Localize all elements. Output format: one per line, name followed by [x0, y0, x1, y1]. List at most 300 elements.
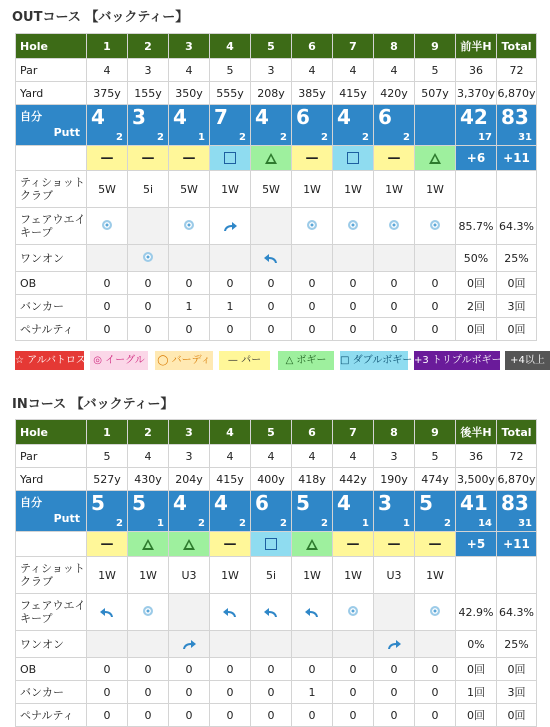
self-label: 自分: [20, 496, 42, 509]
status-cell: [415, 146, 456, 171]
fairway-label-2: キープ: [20, 612, 53, 625]
ob-cell: 0: [210, 658, 251, 681]
yard-cell: 400y: [251, 468, 292, 491]
bunker-total: 3回: [497, 681, 537, 704]
bunker-cell: 0: [333, 681, 374, 704]
fairway-label-2: キープ: [20, 226, 53, 239]
hole-score: 5: [296, 491, 310, 515]
hole-score: 4: [337, 105, 351, 129]
legend-bogey: △ ボギー: [278, 351, 334, 370]
one-on-cell: [210, 245, 251, 272]
one-on-row: [16, 631, 537, 658]
fairway-target-icon: [102, 220, 112, 230]
putt-label: Putt: [53, 126, 80, 139]
teeshot-row: [16, 171, 537, 208]
status-bogey-icon: [265, 153, 277, 164]
yard-cell: 420y: [374, 82, 415, 105]
par-total: 72: [497, 59, 537, 82]
penalty-cell: 0: [128, 318, 169, 341]
penalty-cell: 0: [210, 318, 251, 341]
fairway-cell: [292, 208, 333, 245]
ob-cell: 0: [292, 272, 333, 295]
fairway-cell: [128, 594, 169, 631]
one-on-subtotal: 50%: [456, 245, 497, 272]
bunker-cell: 0: [251, 681, 292, 704]
par-cell: 4: [210, 445, 251, 468]
par-subtotal: 36: [456, 445, 497, 468]
status-cell: [292, 146, 333, 171]
yard-cell: 415y: [210, 468, 251, 491]
score-cell: [333, 491, 374, 532]
score-cell: [169, 491, 210, 532]
fairway-cell: [333, 208, 374, 245]
par-cell: 4: [292, 59, 333, 82]
bunker-cell: 0: [210, 681, 251, 704]
bunker-cell: 1: [169, 295, 210, 318]
score-cell: [169, 105, 210, 146]
bunker-cell: 0: [292, 295, 333, 318]
hole-putts: 2: [239, 132, 246, 143]
hole-putts: 2: [116, 132, 123, 143]
ob-cell: 0: [374, 272, 415, 295]
bunker-label: バンカー: [16, 295, 87, 318]
status-row: [16, 146, 537, 171]
legend-eagle: ◎ イーグル: [90, 351, 148, 370]
score-cell: [415, 491, 456, 532]
fairway-cell: [415, 594, 456, 631]
fairway-cell: [251, 208, 292, 245]
hole-putts: 2: [321, 132, 328, 143]
one-on-cell: [169, 245, 210, 272]
status-cell: [128, 146, 169, 171]
status-par-mark: —: [100, 536, 114, 552]
hole-number: 2: [128, 420, 169, 445]
par-cell: 4: [87, 59, 128, 82]
hole-number: 5: [251, 420, 292, 445]
subtotal-score: 41: [460, 491, 488, 515]
hole-putts: 2: [403, 132, 410, 143]
fairway-cell: [87, 594, 128, 631]
hole-number: 3: [169, 420, 210, 445]
hole-score: 6: [378, 105, 392, 129]
subtotal-putts: 14: [478, 518, 492, 529]
yard-row: [16, 82, 537, 105]
one-on-cell: [87, 631, 128, 658]
hole-number: 2: [128, 34, 169, 59]
status-cell: [333, 146, 374, 171]
one-on-cell: [333, 245, 374, 272]
status-par-mark: —: [100, 150, 114, 166]
par-label: Par: [16, 445, 87, 468]
score-cell: [251, 491, 292, 532]
subtotal-header: 後半H: [456, 420, 497, 445]
hole-score: 5: [419, 491, 433, 515]
teeshot-label: ティショット: [20, 176, 85, 189]
par-cell: 4: [333, 445, 374, 468]
hole-number: 9: [415, 34, 456, 59]
one-on-arrow-left-icon: [263, 253, 279, 265]
one-on-total: 25%: [497, 631, 537, 658]
teeshot-club: 5W: [169, 171, 210, 208]
teeshot-club: 1W: [210, 557, 251, 594]
teeshot-club: 1W: [333, 171, 374, 208]
status-bogey-icon: [429, 153, 441, 164]
status-cell: [210, 532, 251, 557]
hole-putts: 2: [116, 518, 123, 529]
status-par-mark: —: [428, 536, 442, 552]
ob-cell: 0: [251, 658, 292, 681]
one-on-cell: [333, 631, 374, 658]
one-on-total: 25%: [497, 245, 537, 272]
teeshot-label-2: クラブ: [20, 575, 53, 588]
one-on-cell: [374, 245, 415, 272]
fairway-target-icon: [184, 220, 194, 230]
par-cell: 4: [128, 445, 169, 468]
hole-number: 3: [169, 34, 210, 59]
yard-total: 6,870y: [497, 468, 537, 491]
score-cell: [128, 491, 169, 532]
fairway-target-icon: [348, 606, 358, 616]
subtotal-score-cell: [456, 105, 497, 146]
hole-number: 6: [292, 34, 333, 59]
fairway-cell: [374, 594, 415, 631]
par-cell: 5: [87, 445, 128, 468]
ob-row: [16, 658, 537, 681]
penalty-label: ペナルティ: [16, 704, 87, 727]
penalty-cell: 0: [415, 704, 456, 727]
ob-cell: 0: [128, 272, 169, 295]
subtotal-score: 42: [460, 105, 488, 129]
fairway-subtotal: 42.9%: [456, 594, 497, 631]
teeshot-club: 1W: [374, 171, 415, 208]
one-on-cell: [128, 631, 169, 658]
score-cell: [128, 105, 169, 146]
hole-putts: 2: [321, 518, 328, 529]
hole-label: Hole: [16, 420, 87, 445]
ob-label: OB: [16, 272, 87, 295]
penalty-cell: 0: [128, 704, 169, 727]
ob-cell: 0: [87, 272, 128, 295]
bunker-subtotal: 2回: [456, 295, 497, 318]
hole-score: 6: [296, 105, 310, 129]
hole-putts: 2: [280, 132, 287, 143]
legend-triple: +3 トリプルボギー: [414, 351, 500, 370]
par-row: [16, 59, 537, 82]
penalty-cell: 0: [251, 318, 292, 341]
one-on-cell: [128, 245, 169, 272]
status-cell: [251, 146, 292, 171]
total-score: 83: [501, 105, 529, 129]
status-row: [16, 532, 537, 557]
penalty-label: ペナルティ: [16, 318, 87, 341]
yard-cell: 208y: [251, 82, 292, 105]
yard-subtotal: 3,500y: [456, 468, 497, 491]
one-on-row: [16, 245, 537, 272]
teeshot-club: 1W: [87, 557, 128, 594]
teeshot-club: 5W: [87, 171, 128, 208]
ob-cell: 0: [333, 272, 374, 295]
penalty-row: [16, 318, 537, 341]
hole-number: 5: [251, 34, 292, 59]
status-double-bogey-icon: [347, 152, 359, 164]
status-cell: [251, 532, 292, 557]
score-cell: [87, 105, 128, 146]
yard-row: [16, 468, 537, 491]
teeshot-club: 1W: [415, 171, 456, 208]
bunker-cell: 0: [169, 681, 210, 704]
status-cell: [292, 532, 333, 557]
teeshot-club: 1W: [333, 557, 374, 594]
one-on-cell: [169, 631, 210, 658]
status-par-mark: —: [141, 150, 155, 166]
penalty-cell: 0: [87, 318, 128, 341]
hole-score: 4: [91, 105, 105, 129]
one-on-cell: [292, 631, 333, 658]
bunker-row: [16, 681, 537, 704]
par-subtotal: 36: [456, 59, 497, 82]
hole-score: 4: [173, 105, 187, 129]
penalty-subtotal: 0回: [456, 318, 497, 341]
fairway-total: 64.3%: [497, 594, 537, 631]
subtotal-score-cell: [456, 491, 497, 532]
fairway-cell: [374, 208, 415, 245]
fairway-row: [16, 208, 537, 245]
hole-score: 4: [255, 105, 269, 129]
score-cell: [87, 491, 128, 532]
one-on-cell: [415, 245, 456, 272]
par-label: Par: [16, 59, 87, 82]
par-cell: 5: [415, 59, 456, 82]
yard-cell: 190y: [374, 468, 415, 491]
par-cell: 3: [251, 59, 292, 82]
teeshot-club: U3: [374, 557, 415, 594]
total-header: Total: [497, 34, 537, 59]
fairway-row: [16, 594, 537, 631]
status-cell: [169, 532, 210, 557]
bunker-cell: 0: [251, 295, 292, 318]
status-par-mark: —: [346, 536, 360, 552]
bunker-subtotal: 1回: [456, 681, 497, 704]
ob-cell: 0: [292, 658, 333, 681]
status-cell: [128, 532, 169, 557]
hole-score: 4: [337, 491, 351, 515]
yard-cell: 555y: [210, 82, 251, 105]
teeshot-label-2: クラブ: [20, 189, 53, 202]
score-cell: [251, 105, 292, 146]
fairway-target-icon: [307, 220, 317, 230]
putt-label: Putt: [53, 512, 80, 525]
self-score-row: [16, 491, 537, 532]
hole-putts: 1: [362, 518, 369, 529]
penalty-cell: 0: [169, 318, 210, 341]
penalty-cell: 0: [169, 704, 210, 727]
fairway-arrow-left-icon: [222, 607, 238, 619]
bunker-cell: 0: [87, 681, 128, 704]
penalty-cell: 0: [292, 704, 333, 727]
par-cell: 4: [251, 445, 292, 468]
self-score-row: [16, 105, 537, 146]
one-on-label: ワンオン: [16, 245, 87, 272]
total-header: Total: [497, 420, 537, 445]
hole-score: 3: [132, 105, 146, 129]
bunker-row: [16, 295, 537, 318]
hole-putts: 2: [280, 518, 287, 529]
par-cell: 3: [169, 445, 210, 468]
hole-putts: 2: [198, 518, 205, 529]
bunker-cell: 0: [374, 295, 415, 318]
subtotal-putts: 17: [478, 132, 492, 143]
status-par-mark: —: [182, 150, 196, 166]
fairway-cell: [128, 208, 169, 245]
ob-cell: 0: [374, 658, 415, 681]
ob-cell: 0: [169, 272, 210, 295]
bunker-cell: 0: [87, 295, 128, 318]
yard-subtotal: 3,370y: [456, 82, 497, 105]
yard-cell: 430y: [128, 468, 169, 491]
score-legend: [15, 351, 545, 371]
status-cell: [210, 146, 251, 171]
penalty-cell: 0: [374, 318, 415, 341]
bunker-label: バンカー: [16, 681, 87, 704]
penalty-total: 0回: [497, 704, 537, 727]
fairway-target-icon: [143, 606, 153, 616]
score-cell: [374, 491, 415, 532]
yard-label: Yard: [16, 82, 87, 105]
par-cell: 4: [292, 445, 333, 468]
fairway-cell: [87, 208, 128, 245]
hole-score: 6: [255, 491, 269, 515]
ob-subtotal: 0回: [456, 658, 497, 681]
fairway-cell: [169, 594, 210, 631]
bunker-cell: 1: [210, 295, 251, 318]
par-cell: 3: [128, 59, 169, 82]
yard-cell: 415y: [333, 82, 374, 105]
fairway-cell: [415, 208, 456, 245]
header-row: [16, 420, 537, 445]
score-cell: [333, 105, 374, 146]
hole-number: 7: [333, 420, 374, 445]
par-cell: 4: [374, 59, 415, 82]
total-score-cell: [497, 105, 537, 146]
one-on-subtotal: 0%: [456, 631, 497, 658]
fairway-cell: [169, 208, 210, 245]
hole-putts: 1: [198, 132, 205, 143]
ob-cell: 0: [415, 658, 456, 681]
bunker-cell: 1: [292, 681, 333, 704]
legend-four: +4以上: [505, 351, 550, 370]
teeshot-club: 5i: [128, 171, 169, 208]
ob-total: 0回: [497, 658, 537, 681]
legend-double: □ ダブルボギー: [340, 351, 408, 370]
penalty-cell: 0: [251, 704, 292, 727]
total-score: 83: [501, 491, 529, 515]
teeshot-club: 5i: [251, 557, 292, 594]
total-putts: 31: [518, 518, 532, 529]
hole-number: 7: [333, 34, 374, 59]
one-on-cell: [415, 631, 456, 658]
par-cell: 5: [210, 59, 251, 82]
legend-birdie: ◯ バーディ: [155, 351, 213, 370]
hole-score: 4: [214, 491, 228, 515]
teeshot-club: 5W: [251, 171, 292, 208]
bunker-total: 3回: [497, 295, 537, 318]
status-subtotal: +6: [456, 146, 497, 171]
penalty-cell: 0: [87, 704, 128, 727]
bunker-cell: 0: [128, 295, 169, 318]
one-on-cell: [87, 245, 128, 272]
status-par-mark: —: [305, 150, 319, 166]
ob-cell: 0: [128, 658, 169, 681]
fairway-target-icon: [389, 220, 399, 230]
teeshot-label: ティショット: [20, 562, 85, 575]
yard-cell: 385y: [292, 82, 333, 105]
penalty-cell: 0: [210, 704, 251, 727]
hole-number: 4: [210, 420, 251, 445]
status-par-mark: —: [387, 150, 401, 166]
teeshot-club: 1W: [210, 171, 251, 208]
hole-score: 7: [214, 105, 228, 129]
total-putts: 31: [518, 132, 532, 143]
status-subtotal: +5: [456, 532, 497, 557]
one-on-arrow-right-icon: [181, 639, 197, 651]
one-on-cell: [374, 631, 415, 658]
one-on-cell: [292, 245, 333, 272]
status-par-mark: —: [223, 536, 237, 552]
out-scorecard: [15, 33, 537, 341]
teeshot-club: U3: [169, 557, 210, 594]
penalty-cell: 0: [415, 318, 456, 341]
status-cell: [169, 146, 210, 171]
status-par-mark: —: [387, 536, 401, 552]
bunker-cell: 0: [415, 681, 456, 704]
hole-number: 8: [374, 420, 415, 445]
status-total: +11: [497, 146, 537, 171]
fairway-cell: [292, 594, 333, 631]
teeshot-club: 1W: [128, 557, 169, 594]
ob-label: OB: [16, 658, 87, 681]
fairway-cell: [210, 594, 251, 631]
total-score-cell: [497, 491, 537, 532]
hole-score: 3: [378, 491, 392, 515]
penalty-row: [16, 704, 537, 727]
penalty-cell: 0: [333, 318, 374, 341]
score-cell: [210, 105, 251, 146]
yard-cell: 442y: [333, 468, 374, 491]
self-label: 自分: [20, 110, 42, 123]
bunker-cell: 0: [374, 681, 415, 704]
bunker-cell: 0: [415, 295, 456, 318]
one-on-target-icon: [143, 252, 153, 262]
par-cell: 3: [374, 445, 415, 468]
ob-cell: 0: [333, 658, 374, 681]
hole-number: 4: [210, 34, 251, 59]
in-course-title: INコース 【バックティー】: [12, 397, 174, 412]
status-total: +11: [497, 532, 537, 557]
hole-putts: 2: [157, 132, 164, 143]
header-row: [16, 34, 537, 59]
par-cell: 4: [169, 59, 210, 82]
teeshot-club: 1W: [292, 171, 333, 208]
yard-cell: 527y: [87, 468, 128, 491]
score-cell: [415, 105, 456, 146]
score-cell: [292, 105, 333, 146]
teeshot-club: 1W: [292, 557, 333, 594]
status-cell: [415, 532, 456, 557]
fairway-cell: [333, 594, 374, 631]
yard-cell: 507y: [415, 82, 456, 105]
par-cell: 5: [415, 445, 456, 468]
ob-cell: 0: [210, 272, 251, 295]
